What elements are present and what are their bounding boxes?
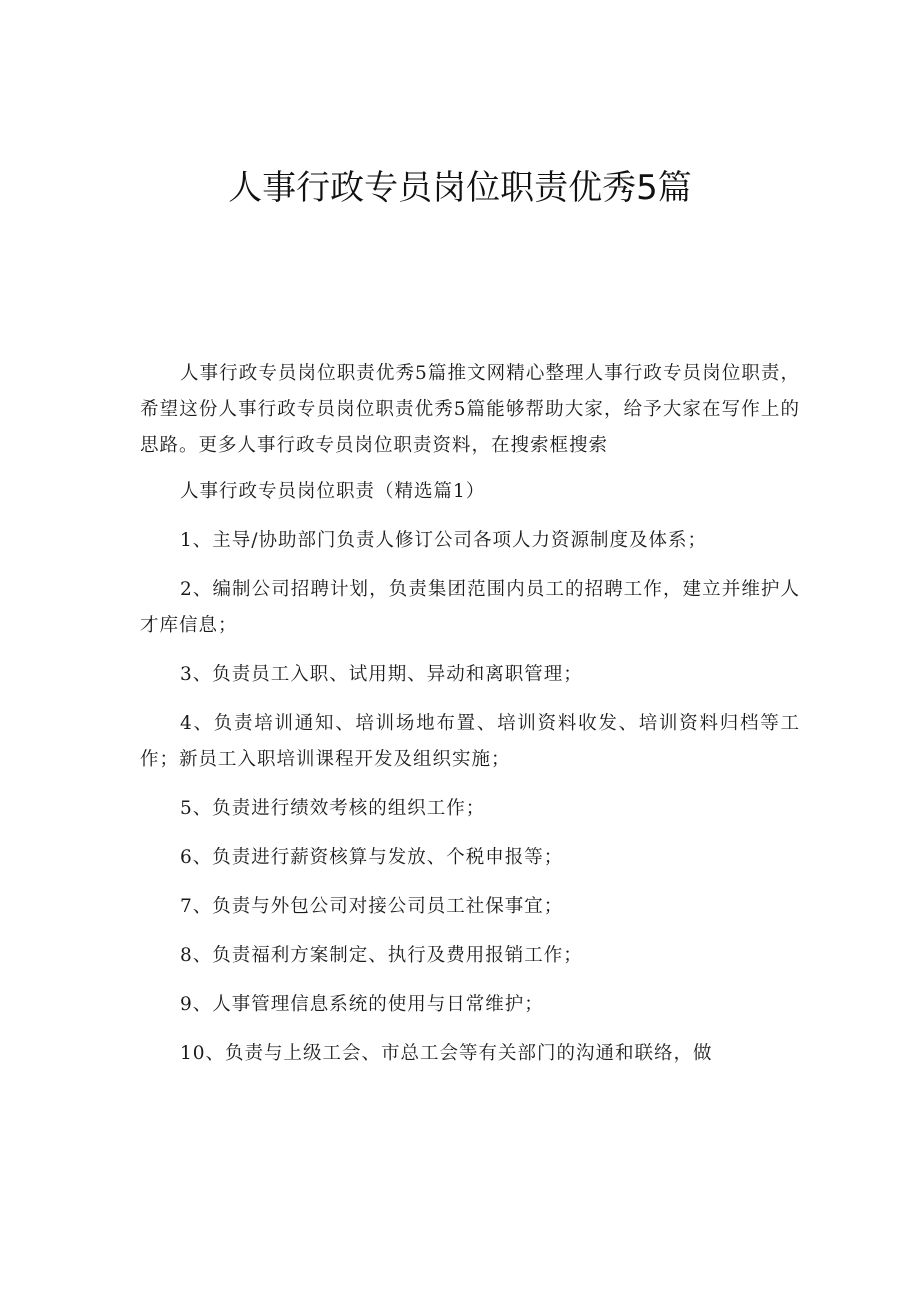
list-item: 10、负责与上级工会、市总工会等有关部门的沟通和联络，做: [180, 1043, 713, 1064]
list-item: 7、负责与外包公司对接公司员工社保事宜；: [180, 896, 564, 917]
list-item: 4、负责培训通知、培训场地布置、培训资料收发、培训资料归档等工作；新员工入职培训课程开发及组织实施；: [140, 713, 800, 770]
document-body: [140, 356, 800, 1085]
list-item: 6、负责进行薪资核算与发放、个税申报等；: [180, 847, 564, 868]
list-item: 9、人事管理信息系统的使用与日常维护；: [180, 994, 544, 1015]
list-item: 8、负责福利方案制定、执行及费用报销工作；: [180, 945, 583, 966]
list-item: 3、负责员工入职、试用期、异动和离职管理；: [180, 664, 583, 685]
section-heading: 人事行政专员岗位职责（精选篇1）: [180, 481, 486, 502]
document-title: 人事行政专员岗位职责优秀5篇: [228, 168, 692, 208]
list-item: 2、编制公司招聘计划，负责集团范围内员工的招聘工作，建立并维护人才库信息；: [140, 579, 800, 636]
list-item: 1、主导/协助部门负责人修订公司各项人力资源制度及体系；: [180, 530, 708, 551]
intro-paragraph: 人事行政专员岗位职责优秀5篇推文网精心整理人事行政专员岗位职责，希望这份人事行政专员岗位职责优秀5篇能够帮助大家，给予大家在写作上的思路。更多人事行政专员岗位职责资料，在搜索框搜索: [140, 363, 800, 456]
list-item: 5、负责进行绩效考核的组织工作；: [180, 798, 486, 819]
